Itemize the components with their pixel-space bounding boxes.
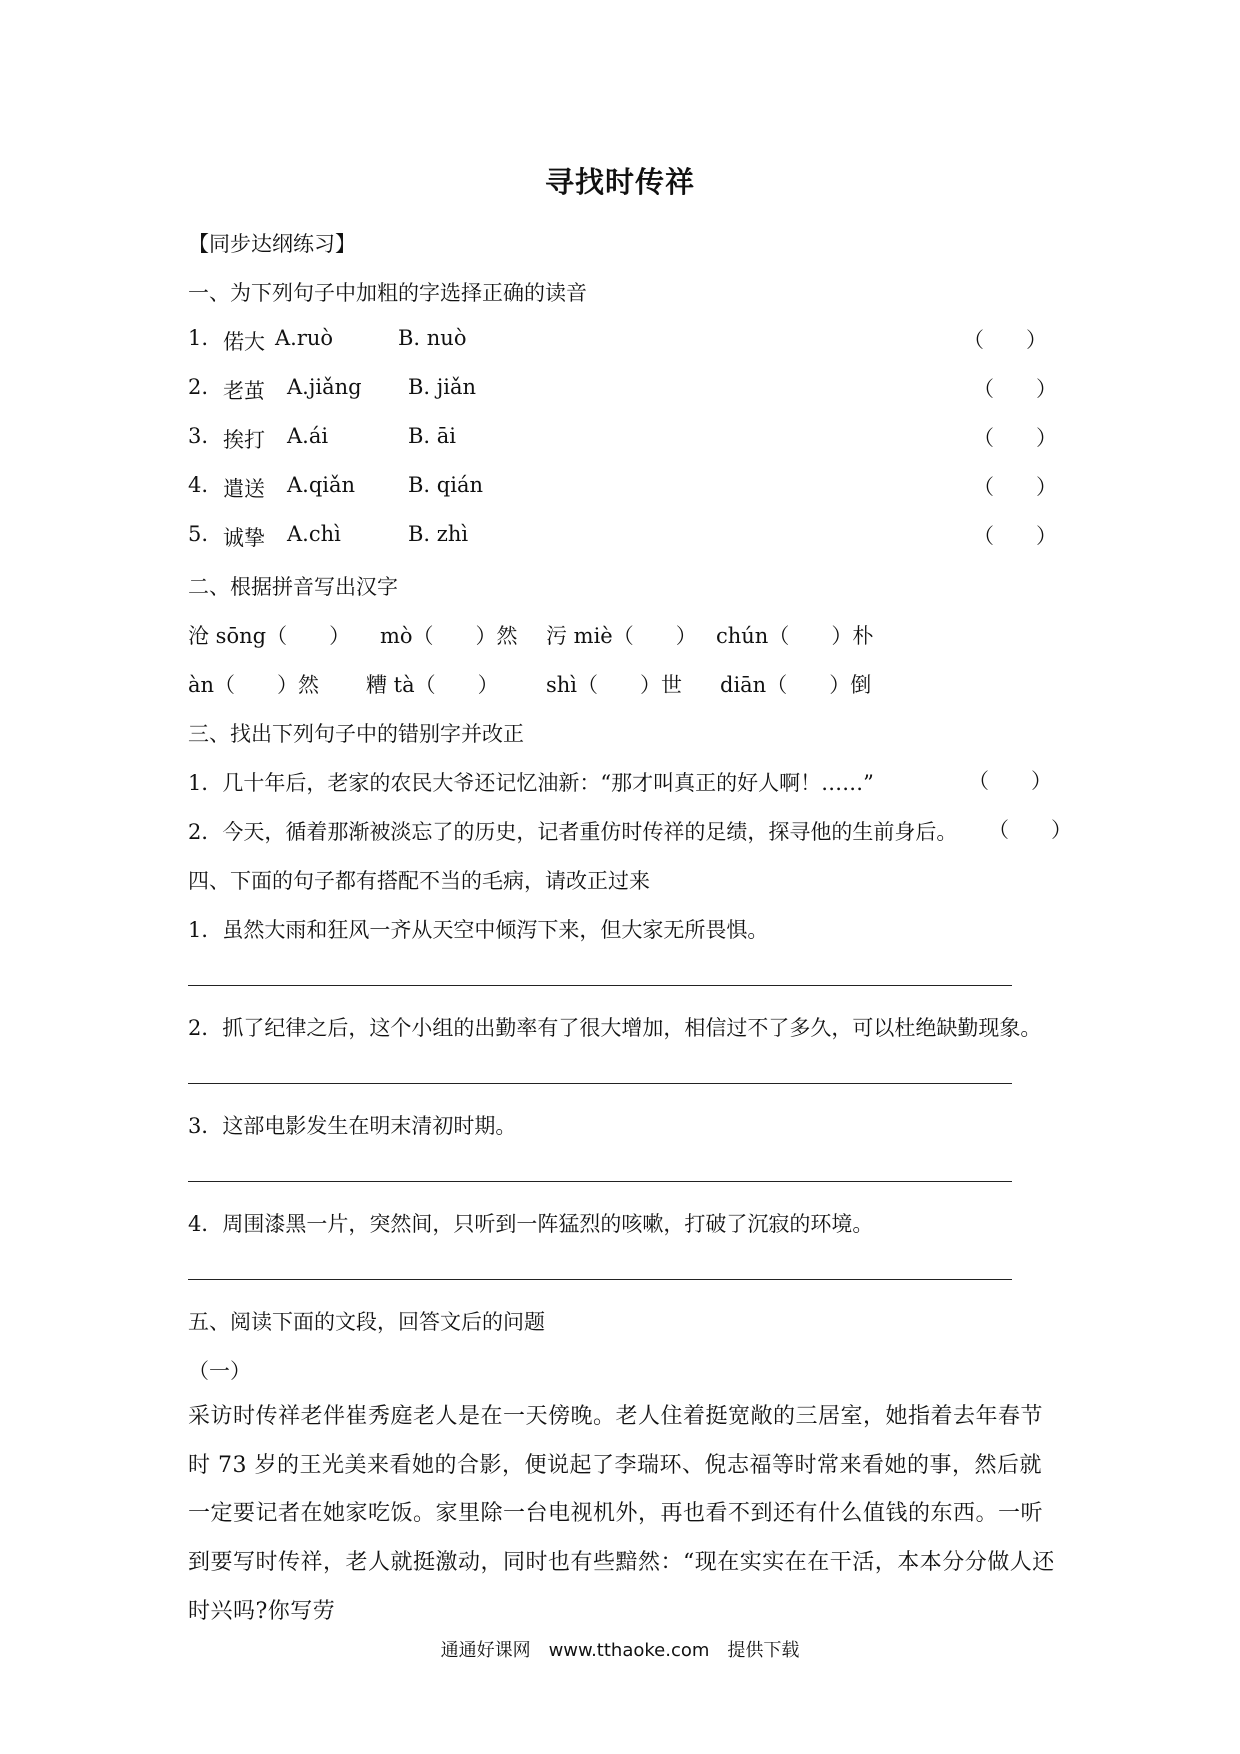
- option-a: A.chì: [287, 522, 341, 546]
- answer-paren: （ ）: [973, 475, 1057, 499]
- question-number: 5.: [188, 522, 209, 546]
- answer-line: [188, 985, 1012, 986]
- question-word: 挨打: [223, 428, 265, 452]
- answer-line: [188, 1083, 1012, 1084]
- option-b: B. zhì: [408, 522, 469, 546]
- answer-paren: （ ）: [973, 524, 1057, 548]
- option-b: B. āi: [408, 424, 457, 448]
- section-4-heading: 四、下面的句子都有搭配不当的毛病，请改正过来: [188, 869, 650, 893]
- section-2-heading: 二、根据拼音写出汉字: [188, 575, 398, 599]
- section-1-heading: 一、为下列句子中加粗的字选择正确的读音: [188, 281, 587, 305]
- question-number: 1.: [188, 326, 209, 350]
- option-a: A.ruò: [275, 326, 334, 350]
- option-a: A.ái: [287, 424, 329, 448]
- question-number: 4.: [188, 473, 209, 497]
- pinyin-item: shì（ ）世: [546, 673, 683, 697]
- answer-paren: （ ）: [968, 769, 1052, 793]
- option-a: A.jiǎng: [287, 375, 362, 399]
- answer-line: [188, 1279, 1012, 1280]
- option-b: B. qián: [408, 473, 483, 497]
- answer-paren: （ ）: [963, 328, 1047, 352]
- pinyin-item: àn（ ）然: [188, 673, 320, 697]
- section-5-heading: 五、阅读下面的文段，回答文后的问题: [188, 1310, 545, 1334]
- option-a: A.qiǎn: [287, 473, 356, 497]
- question-word: 遣送: [223, 477, 265, 501]
- practice-header: 【同步达纲练习】: [188, 232, 356, 256]
- pinyin-item: 糟 tà（ ）: [366, 673, 499, 697]
- question-word: 偌大: [223, 330, 265, 354]
- question-number: 3.: [188, 424, 209, 448]
- answer-line: [188, 1181, 1012, 1182]
- pinyin-item: 沧 sōng（ ）: [188, 624, 351, 648]
- page-title: 寻找时传祥: [544, 165, 695, 199]
- pinyin-item: diān（ ）倒: [720, 673, 872, 697]
- correction-item: 1．几十年后，老家的农民大爷还记忆油新：“那才叫真正的好人啊！……”: [188, 771, 874, 795]
- question-word: 老茧: [223, 379, 265, 403]
- pinyin-item: chún（ ）朴: [716, 624, 874, 648]
- sentence-item: 1．虽然大雨和狂风一齐从天空中倾泻下来，但大家无所畏惧。: [188, 918, 769, 942]
- footer-source: 通通好课网 www.tthaoke.com 提供下载: [440, 1640, 800, 1661]
- section-3-heading: 三、找出下列句子中的错别字并改正: [188, 722, 524, 746]
- question-word: 诚挚: [223, 526, 265, 550]
- answer-paren: （ ）: [973, 426, 1057, 450]
- pinyin-item: 污 miè（ ）: [546, 624, 697, 648]
- option-b: B. nuò: [398, 326, 467, 350]
- option-b: B. jiǎn: [408, 375, 477, 399]
- pinyin-item: mò（ ）然: [380, 624, 518, 648]
- correction-item: 2．今天，循着那渐被淡忘了的历史，记者重仿时传祥的足绩，探寻他的生前身后。: [188, 820, 958, 844]
- sentence-item: 3．这部电影发生在明末清初时期。: [188, 1114, 517, 1138]
- answer-paren: （ ）: [988, 818, 1072, 842]
- reading-passage: 采访时传祥老伴崔秀庭老人是在一天傍晚。老人住着挺宽敞的三居室，她指着去年春节时 73 岁的王光美来看她的合影，便说起了李瑞环、倪志福等时常来看她的事，然后就一定要记者在她家吃饭。家里除一台电视机外，再也看不到还有什么值钱的东西。一听到要写时传祥，老人就挺激动，同时也有些黯然：“现在实实在在干活，本本分分做人还时兴吗?你写劳: [188, 1404, 1055, 1624]
- sentence-item: 4．周围漆黑一片，突然间，只听到一阵猛烈的咳嗽，打破了沉寂的环境。: [188, 1212, 874, 1236]
- answer-paren: （ ）: [973, 377, 1057, 401]
- sentence-item: 2．抓了纪律之后，这个小组的出勤率有了很大增加，相信过不了多久，可以杜绝缺勤现象。: [188, 1016, 1042, 1040]
- passage-number: （一）: [188, 1359, 251, 1383]
- question-number: 2.: [188, 375, 209, 399]
